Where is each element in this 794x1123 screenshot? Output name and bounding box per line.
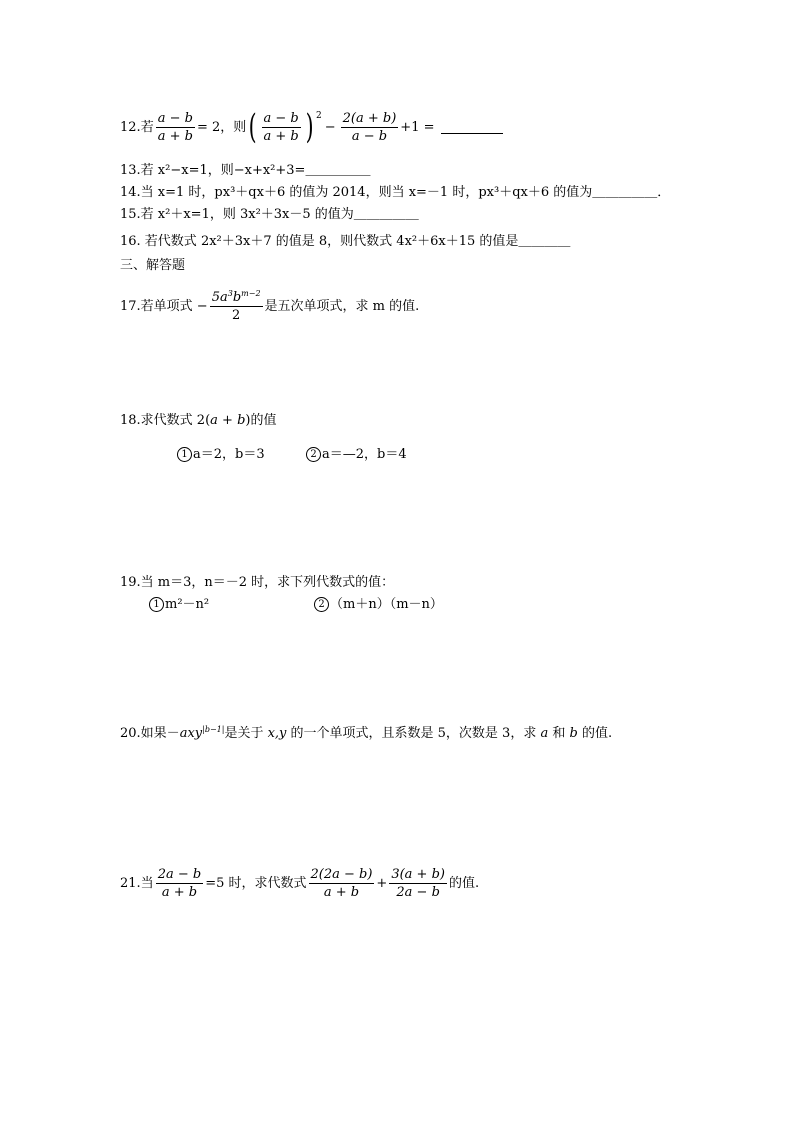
q21-f3-denominator: 2a − b bbox=[396, 885, 440, 900]
q17-numerator bbox=[210, 290, 263, 307]
q12-fraction-1 bbox=[156, 112, 195, 143]
question-19-title: 19.当 m＝3，n＝－2 时，求下列代数式的值： bbox=[120, 575, 395, 590]
q19-part-1-text: m²－n² bbox=[165, 597, 210, 612]
q18-part-1-text: a＝2，b＝3 bbox=[193, 447, 265, 462]
circled-number-2: 2 bbox=[314, 597, 329, 612]
q18-part-1 bbox=[177, 447, 265, 462]
q19-part-2 bbox=[314, 597, 443, 612]
q21-fraction-1 bbox=[156, 868, 204, 899]
q20-var-b: b bbox=[569, 726, 578, 741]
q18-plus: + bbox=[217, 413, 238, 428]
q12-ruo: 若 bbox=[140, 119, 154, 135]
q12-fraction-3 bbox=[341, 112, 399, 143]
question-15: 15.若 x²＋x=1，则 3x²＋3x－5 的值为＿＿＿＿＿ bbox=[120, 207, 419, 222]
q20-term: axy bbox=[179, 726, 203, 741]
q17-prefix: 17.若单项式 − bbox=[120, 298, 208, 314]
q17-num-b: b bbox=[232, 290, 242, 305]
q20-mid2: 的一个单项式，且系数是 5，次数是 3，求 bbox=[286, 726, 541, 741]
q12-eq: = 2，则 bbox=[196, 119, 247, 135]
q20-and: 和 bbox=[548, 726, 570, 741]
q12-tail: +1 = bbox=[400, 119, 435, 135]
q21-f2-numerator: 2(2a − b) bbox=[310, 867, 373, 882]
q12-f1-numerator: a − b bbox=[157, 110, 193, 126]
q20-prefix: 20.如果－ bbox=[120, 726, 180, 741]
q21-prefix: 21.当 bbox=[120, 876, 154, 891]
q17-exp-1: 3 bbox=[227, 289, 233, 298]
q21-fraction-2 bbox=[309, 868, 375, 899]
q12-square: 2 bbox=[316, 111, 322, 121]
q18-title-post: )的值 bbox=[245, 413, 277, 428]
question-21 bbox=[120, 868, 479, 899]
circled-number-1: 1 bbox=[149, 597, 164, 612]
q18-part-2-text: a＝—2，b＝4 bbox=[322, 447, 407, 462]
q12-minus: − bbox=[324, 119, 336, 135]
q12-f2-denominator: a + b bbox=[263, 128, 299, 144]
q21-plus: + bbox=[376, 876, 388, 891]
q17-num-base: 5a bbox=[211, 290, 228, 305]
q12-left-paren: ( bbox=[248, 107, 257, 147]
circled-number-1: 1 bbox=[177, 447, 192, 462]
question-20 bbox=[120, 726, 612, 740]
q12-f3-denominator: a − b bbox=[351, 128, 388, 144]
q18-var-b: b bbox=[237, 413, 246, 428]
question-17 bbox=[120, 290, 419, 322]
question-13: 13.若 x²−x=1，则−x+x²+3=＿＿＿＿＿ bbox=[120, 163, 371, 178]
q12-fraction-2 bbox=[262, 112, 301, 143]
q12-f1-denominator: a + b bbox=[157, 128, 193, 144]
question-12 bbox=[120, 107, 503, 147]
q18-title-pre: 18.求代数式 2( bbox=[120, 413, 211, 428]
q21-f3-numerator: 3(a + b) bbox=[391, 867, 445, 882]
q21-suffix: 的值. bbox=[448, 876, 480, 891]
q21-f2-denominator: a + b bbox=[323, 885, 360, 900]
q12-answer-blank bbox=[441, 121, 503, 134]
q21-f1-numerator: 2a − b bbox=[157, 867, 202, 882]
q21-fraction-3 bbox=[389, 868, 447, 899]
q20-suffix: 的值. bbox=[577, 726, 613, 741]
question-18-title bbox=[120, 414, 277, 427]
q17-exp-2: m−2 bbox=[241, 289, 261, 298]
q20-exponent: |b−1| bbox=[202, 725, 225, 734]
circled-number-2: 2 bbox=[306, 447, 321, 462]
q12-f3-numerator: 2(a + b) bbox=[342, 110, 397, 126]
q19-part-2-text: （m＋n）（m－n） bbox=[330, 597, 443, 612]
q19-part-1 bbox=[149, 597, 209, 612]
q21-mid: =5 时，求代数式 bbox=[205, 876, 307, 891]
q21-f1-denominator: a + b bbox=[161, 885, 198, 900]
q12-right-paren: ) bbox=[305, 107, 314, 147]
q12-number: 12. bbox=[120, 119, 141, 135]
q12-f2-numerator: a − b bbox=[263, 110, 299, 126]
question-16: 16. 若代数式 2x²＋3x＋7 的值是 8，则代数式 4x²＋6x＋15 的值是＿＿＿＿ bbox=[120, 234, 571, 249]
q18-var-a: a bbox=[210, 413, 218, 428]
q20-var-a: a bbox=[540, 726, 549, 741]
q17-denominator: 2 bbox=[231, 308, 241, 323]
question-14: 14.当 x=1 时，px³＋qx＋6 的值为 2014，则当 x=－1 时，px³＋qx＋6 的值为＿＿＿＿＿． bbox=[120, 185, 671, 200]
q20-vars: x,y bbox=[267, 726, 287, 741]
q17-suffix: 是五次单项式，求 m 的值. bbox=[264, 298, 420, 314]
q17-fraction bbox=[210, 290, 263, 322]
q20-mid: 是关于 bbox=[224, 726, 268, 741]
q18-part-2 bbox=[306, 447, 407, 462]
section-heading: 三、解答题 bbox=[120, 258, 186, 273]
